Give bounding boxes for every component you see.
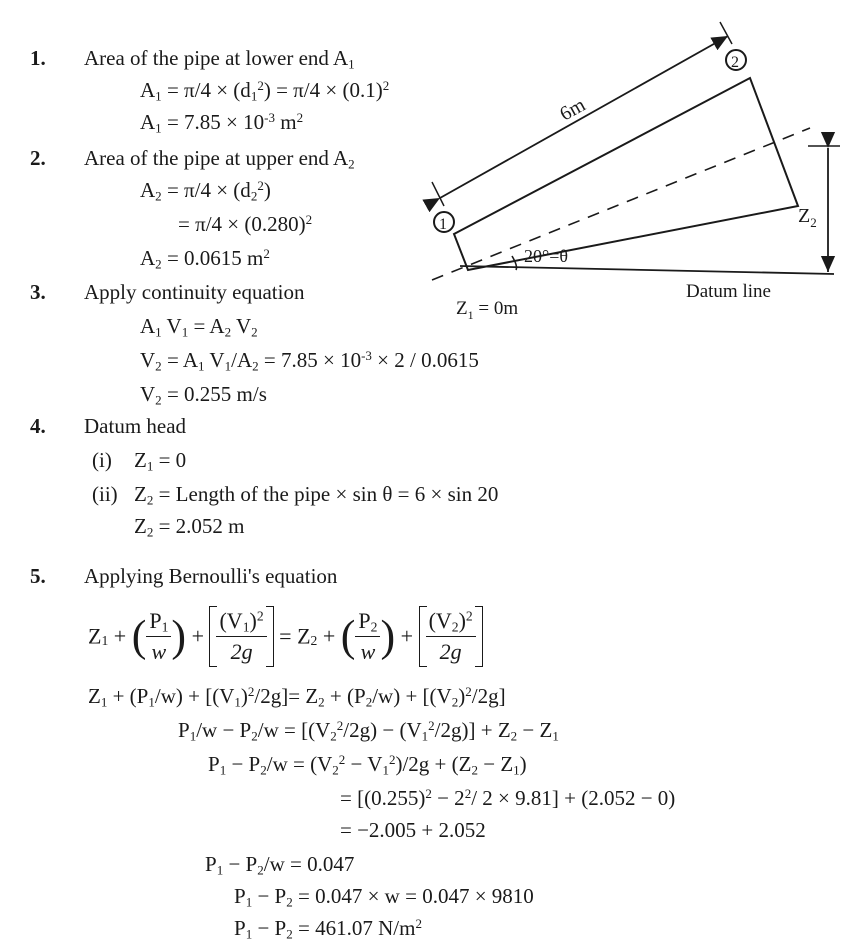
node-2-label: 2 bbox=[731, 54, 739, 71]
bernoulli-equation: $Z_1$ + ( $\frac{P_1}{w}$ ) + $\frac{(V_1)^2}{2g}$ = $Z_2$ + ( $\frac{P_2}{w}$ ) + $\frac{(V_2)^2}{2g}$ bbox=[88, 606, 483, 667]
pipe-centerline bbox=[432, 128, 810, 280]
step-3-number: 3. bbox=[30, 280, 46, 304]
step-5-line-1: $Z_1 + (P_1/w) + [(V_1)^2/2g]= Z_2 + (P_2/w) + [(V_2)^2/2g]$ bbox=[88, 683, 506, 710]
step-4-i-label: (i) bbox=[92, 448, 112, 472]
length-label: 6m bbox=[556, 93, 590, 126]
step-1-number: 1. bbox=[30, 46, 46, 70]
step-3-equation-2: $V_2 = A_1$ $V_1/A_2 = 7.85 \times 10^{-3} \times 2 / 0.0615$ bbox=[140, 347, 479, 374]
step-1-heading: Area of the pipe at lower end $A_1$ bbox=[84, 46, 355, 72]
z1-label: $Z_1 = 0m$ bbox=[456, 298, 519, 322]
step-4-ii-label: (ii) bbox=[92, 482, 118, 506]
step-5-line-3: $P_1 - P_2/w = (V_2^2 - V_1^2)/2g + (Z_2 - Z_1)$ bbox=[208, 751, 527, 778]
step-5-heading: Applying Bernoulli's equation bbox=[84, 564, 338, 588]
step-5-line-6: $P_1 - P_2/w = 0.047$ bbox=[205, 852, 355, 878]
step-1-equation-2: $A_1 = 7.85 \times 10^{-3}$ $m^2$ bbox=[140, 109, 304, 136]
length-extension-right bbox=[720, 22, 732, 44]
datum-line-label: Datum line bbox=[686, 281, 771, 302]
step-5-line-2: $P_1/w - P_2/w = [(V_2^2/2g) - (V_1^2/2g)] + Z_2 - Z_1$ bbox=[178, 717, 559, 744]
step-3-heading: Apply continuity equation bbox=[84, 280, 305, 304]
step-2-number: 2. bbox=[30, 146, 46, 170]
bernoulli-v2-term: $\frac{(V_2)^2}{2g}$ bbox=[419, 606, 483, 667]
angle-label: 20°=θ bbox=[524, 246, 568, 266]
step-1-equation-1: $A_1 = \pi/4 \times (d_1^2) = \pi/4 \times (0.1)^2$ bbox=[140, 77, 390, 104]
step-2-equation-1: $A_2 = \pi/4 \times (d_2^2)$ bbox=[140, 177, 271, 204]
step-3-equation-1: $A_1$ $V_1 = A_2$ $V_2$ bbox=[140, 314, 258, 340]
pipe-outline bbox=[454, 78, 798, 270]
bernoulli-p1-over-w: $\frac{P_1}{w}$ bbox=[146, 608, 171, 665]
node-1-label: 1 bbox=[439, 216, 447, 233]
step-2-heading: Area of the pipe at upper end $A_2$ bbox=[84, 146, 355, 172]
step-4-number: 4. bbox=[30, 414, 46, 438]
bernoulli-p2-over-w: $\frac{P_2}{w}$ bbox=[355, 608, 380, 665]
step-4-ii-equation-2: $Z_2 = 2.052$ m bbox=[134, 514, 245, 540]
step-5-line-7: $P_1 - P_2 = 0.047 \times w = 0.047 \times 9810$ bbox=[234, 884, 534, 910]
step-3-equation-3: $V_2 = 0.255$ m/s bbox=[140, 382, 267, 408]
step-5-number: 5. bbox=[30, 564, 46, 588]
step-5-line-4: = [$(0.255)^2 - 2^2/$ 2 × 9.81] + (2.052 − 0) bbox=[340, 785, 676, 810]
inclined-pipe-diagram bbox=[420, 10, 840, 330]
step-2-equation-3: $A_2 = 0.0615$ $m^2$ bbox=[140, 245, 270, 272]
step-5-line-5: = −2.005 + 2.052 bbox=[340, 818, 486, 842]
step-4-heading: Datum head bbox=[84, 414, 187, 438]
step-4-ii-equation: $Z_2$ = Length of the pipe × sin θ = 6 × sin 20 bbox=[134, 482, 499, 508]
length-dimension-line bbox=[440, 36, 728, 198]
step-5-line-8: $P_1 - P_2 = 461.07$ $N/m^2$ bbox=[234, 915, 422, 942]
step-2-equation-2: = $\pi/4 \times (0.280)^2$ bbox=[178, 211, 313, 236]
step-4-i-equation: $Z_1 = 0$ bbox=[134, 448, 187, 474]
z2-label: $Z_2$ bbox=[798, 205, 817, 230]
length-extension-left bbox=[432, 182, 444, 206]
bernoulli-v1-term: $\frac{(V_1)^2}{2g}$ bbox=[209, 606, 273, 667]
